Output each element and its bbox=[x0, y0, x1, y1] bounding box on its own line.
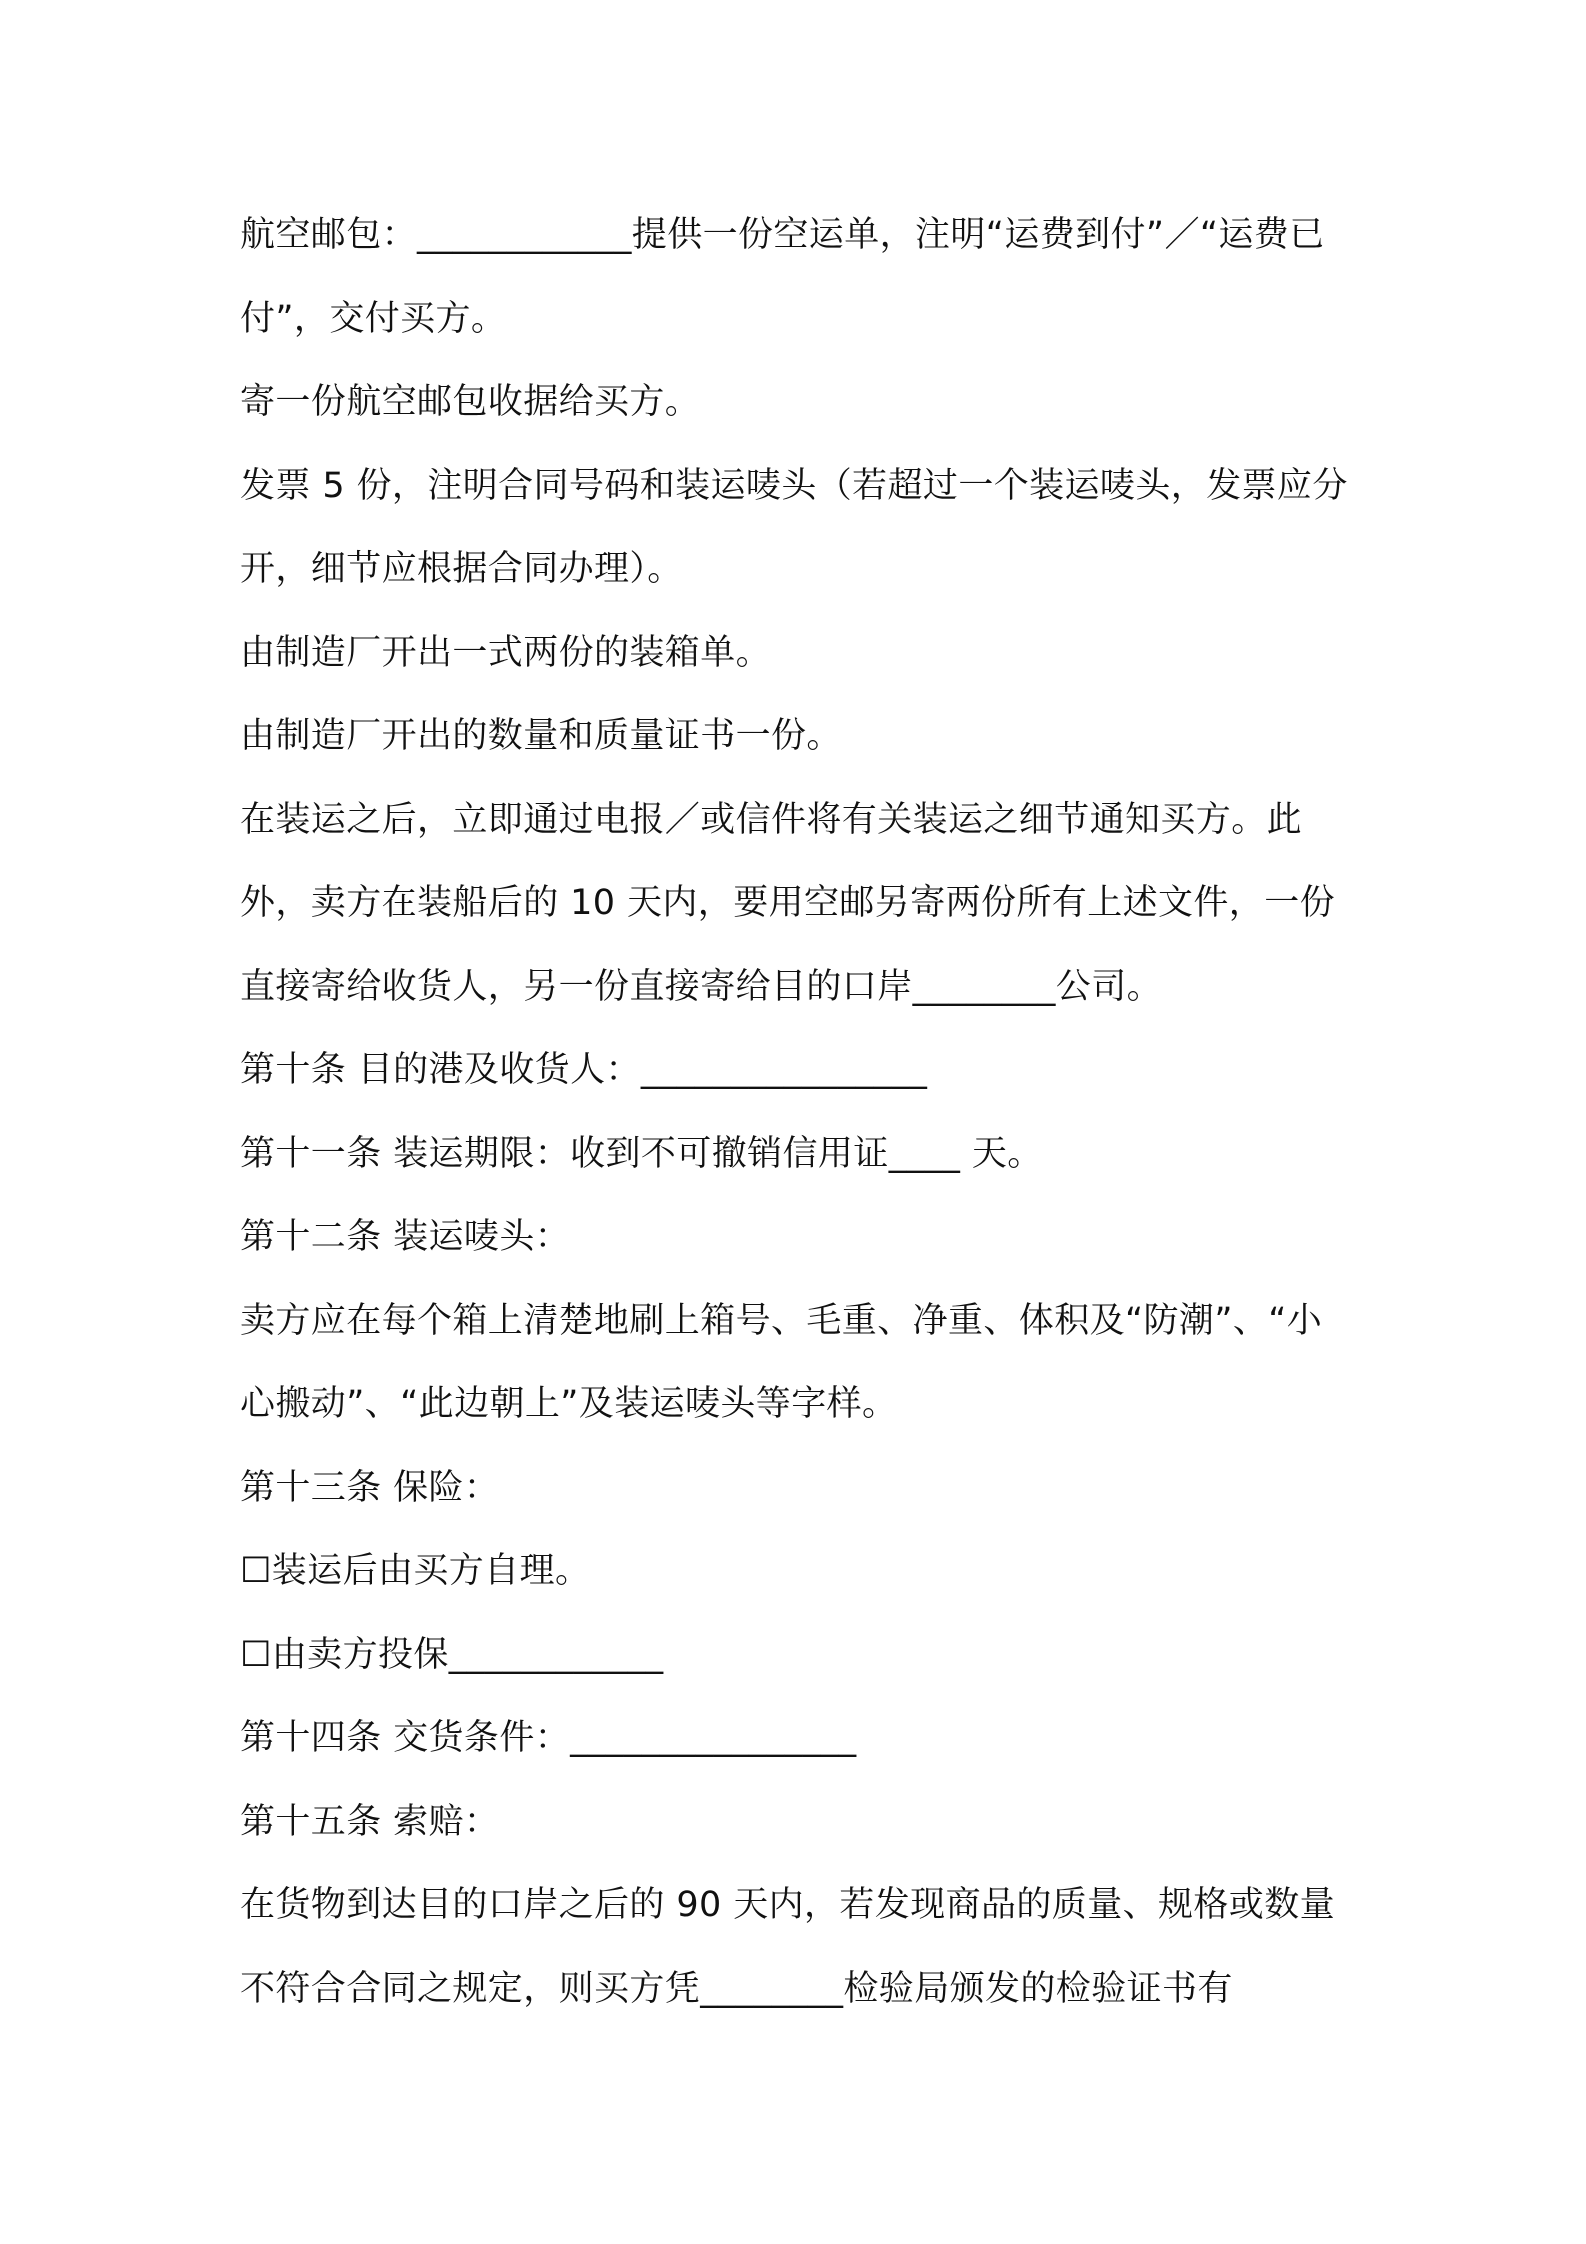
paragraph-quality-certificate: 由制造厂开出的数量和质量证书一份。 bbox=[240, 716, 842, 756]
paragraph-parcel-receipt: 寄一份航空邮包收据给买方。 bbox=[240, 382, 701, 422]
clause-11-shipment-period: 第十一条 装运期限：收到不可撤销信用证____ 天。 bbox=[240, 1133, 1043, 1174]
clause-10-destination: 第十条 目的港及收货人：________________ bbox=[240, 1050, 928, 1090]
paragraph-packing-list: 由制造厂开出一式两份的装箱单。 bbox=[240, 632, 772, 673]
option-seller-insurance: ☐由卖方投保____________ bbox=[240, 1634, 664, 1675]
clause-12-shipping-marks: 第十二条 装运唛头： bbox=[240, 1217, 571, 1257]
paragraph-claims-detail: 在货物到达目的口岸之后的 90 天内，若发现商品的质量、规格或数量不符合合同之规定，则买方凭________检验局颁发的检验证书有 bbox=[240, 1885, 1335, 2009]
paragraph-shipping-notice: 在装运之后，立即通过电报／或信件将有关装运之细节通知买方。此外，卖方在装船后的 10 天内，要用空邮另寄两份所有上述文件，一份直接寄给收货人，另一份直接寄给目的口岸________公司。 bbox=[240, 799, 1335, 1007]
paragraph-invoice: 发票 5 份，注明合同号码和装运唛头（若超过一个装运唛头，发票应分开，细节应根据合同办理）。 bbox=[240, 465, 1348, 589]
clause-14-delivery-terms: 第十四条 交货条件：________________ bbox=[240, 1718, 857, 1758]
paragraph-air-parcel: 航空邮包：____________提供一份空运单，注明“运费到付”／“运费已付”，交付买方。 bbox=[240, 215, 1325, 339]
clause-13-insurance: 第十三条 保险： bbox=[240, 1467, 500, 1508]
document-body bbox=[240, 194, 1355, 2031]
option-buyer-insurance: ☐装运后由买方自理。 bbox=[240, 1551, 591, 1591]
clause-15-claims: 第十五条 索赔： bbox=[240, 1801, 500, 1842]
paragraph-marking-requirements: 卖方应在每个箱上清楚地刷上箱号、毛重、净重、体积及“防潮”、“小心搬动”、“此边朝上”及装运唛头等字样。 bbox=[240, 1300, 1323, 1424]
